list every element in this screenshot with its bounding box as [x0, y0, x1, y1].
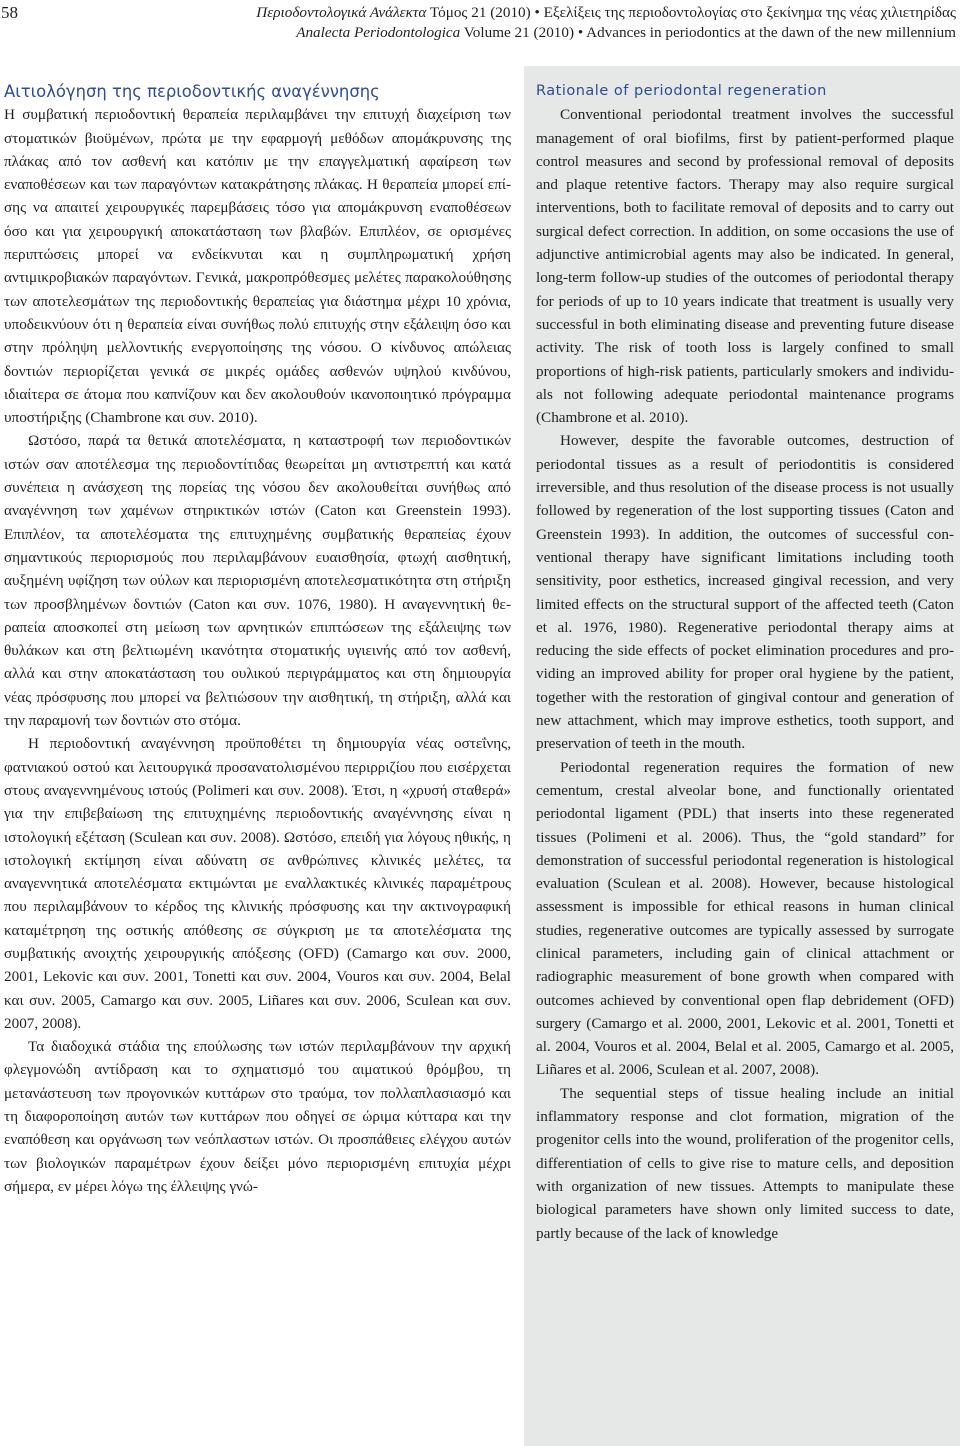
running-head-greek-journal: Περιοδοντολογικά Ανάλεκτα	[256, 4, 427, 21]
running-head-english-journal: Analecta Periodontologica	[296, 23, 461, 41]
running-head-greek	[256, 3, 956, 23]
english-section-heading: Rationale of periodontal regeneration	[536, 83, 827, 99]
english-paragraph-4: The sequential steps of tissue healing include an initial inflammatory response and clot formation, migration of the progenitor cells into the wound, proliferation of the progenitor cells, differentiation of cells to give rise to mature cells, and deposition with organization of new tissues. Attempts to manipulate these biological parameters have shown only limited success to date, partly because of the lack of knowledge	[536, 1084, 954, 1242]
greek-section-heading: Αιτιολόγηση της περιοδοντικής αναγέννησης	[4, 82, 380, 101]
page-number: 58	[1, 3, 18, 22]
english-paragraph-3: Periodontal regeneration requires the formation of new cementum, crestal alveolar bone, and functionally orientated periodontal ligament (PDL) that inserts into these regenerated tissues (Polimeni et al. 2006). Thus, the “gold standard” for demonstration of successful periodontal regeneration is histological evaluation (Sculean et al. 2008). However, because histological assessment is impossible for ethical reasons in human clinical studies, regenerative outcomes are typically assessed by surrogate clinical parameters, including gain of clinical attachment or radiographic measurement of bone growth when compared with outcomes achieved by conventional open flap debridement (OFD) surgery (Camargo et al. 2000, 2001, Lekovic et al. 2001, Tonetti et al. 2004, Vouros et al. 2004, Belal et al. 2005, Camargo et al. 2005, Liñares et al. 2006, Sculean et al. 2007, 2008).	[536, 758, 954, 1079]
greek-paragraph-3: Η περιοδοντική αναγέννηση προϋποθέτει τη δημιουργία νέας οστεΐνης, φατνιακού οστού και λειτουργικά προσανατολισμένου περιρριζίου που εισέρχεται στους αναγεννημένους ιστούς (Polimeri και συν. 2008). Έτσι, η «χρυσή σταθερά» για την επιβεβαίωση της επιτυχημένης περιοδοντικής αναγέννησης είναι η ιστολογική εξέταση (Sculean και συν. 2008). Ωστόσο, επειδή για λόγους ηθικής, η ιστολογική εκτίμηση είναι αδύνατη σε ανθρώπινες κλινικές μελέτες, τα αναγεννητικά αποτελέσματα εκτιμώνται με εναλλακτικές κλινικές παραμέτρους που περιλαμβάνουν το κέρδος της κλινικής πρόσφυσης και την ακτινογραφική καταμέτρηση της οστικής απόθεσης σε σύγκριση με τα αποτελέσματα της συμβατικής ανοιχτής χειρουργικής απόξεσης (OFD) (Camargo και συν. 2000, 2001, Lekovic και συν. 2001, Tonetti και συν. 2004, Vouros και συν. 2004, Belal και συν. 2005, Camargo και συν. 2005, Liñares και συν. 2006, Sculean και συν. 2007, 2008).	[4, 735, 511, 1032]
greek-column	[4, 80, 511, 1446]
running-head-greek-rest: Τόμος 21 (2010) • Εξελίξεις της περιοδοντολογίας στο ξεκίνημα της νέας χιλιετηρίδας	[426, 4, 956, 21]
english-column	[536, 80, 954, 1446]
greek-paragraph-2: Ωστόσο, παρά τα θετικά αποτελέσματα, η καταστροφή των περιοδοντικών ιστών σαν αποτέλεσμα της περιοδοντίτιδας θεωρείται μη αντιστρεπτή και κατά συνέπεια η ανάσχεση της πορείας της νόσου δεν ακολουθείται συνήθως από αναγέννηση των χαμένων στηρικτικών ιστών (Caton και Greenstein 1993). Επιπλέον, τα αποτελέσματα της επιτυχημένης συμβατικής θεραπείας έχουν σημαντικούς περιορισμούς που περιλαμβάνουν ευαισθησία, φτωχή αισθητική, αυξημένη υφίζηση των ούλων και περιορισμένη αποτελεσματικότητα στη στήριξη των προσβλημένων δοντιών (Caton και συν. 1076, 1980). Η αναγεννητική θεραπεία αποσκοπεί στη μείωση των αρνητικών επιπτώσεων της εξάλειψης των θυλάκων και στη βελτιωμένη ικανότητα στοματικής υγιεινής από τον ασθενή, αλλά και στην αποκατάσταση του ουλικού περιγράμματος και στη δημιουργία νέας πρόσφυσης που μπορεί να βελτιώσουν την αισθητική, τη στήριξη, αλλά και την παραμονή των δοντιών στο στόμα.	[4, 432, 511, 730]
running-head-english-rest: Volume 21 (2010) • Advances in periodontics at the dawn of the new millennium	[460, 23, 956, 41]
english-paragraph-1: Conventional periodontal treatment involves the successful management of oral biofilms, first by patient-performed plaque control measures and second by professional removal of deposits and plaque retentive factors. Therapy may also require surgical interventions, both to facilitate removal of deposits and to carry out surgical defect correction. In addition, on some occasions the use of adjunctive antimicrobial agents may also be indicated. In general, long-term follow-up studies of the outcomes of periodontal therapy for periods of up to 10 years indicate that treatment is usually very successful in both eliminating disease and preventing future disease activity. The risk of tooth loss is largely confined to small proportions of high-risk patients, particularly smokers and individuals not following adequate periodontal maintenance programs (Chambrone et al. 2010).	[536, 106, 954, 427]
page-header	[0, 0, 960, 58]
running-head-english	[256, 23, 956, 43]
greek-paragraph-4: Τα διαδοχικά στάδια της επούλωσης των ιστών περιλαμβάνουν την αρχική φλεγμονώδη αντίδραση και το σχηματισμό του αιματικού θρόμβου, τη μετανάστευση των προγονικών κυττάρων στο τραύμα, τον πολλαπλασιασμό και τη διαφοροποίηση αυτών των κυττάρων που οδηγεί σε ώριμα κύτταρα και την εναπόθεση και οργάνωση των νεόπλαστων ιστών. Οι προσπάθειες ελέγχου αυτών των βιολογικών παραμέτρων έχουν δείξει μόνο περιορισμένη επιτυχία μέχρι σήμερα, εν μέρει λόγω της έλλειψης γνώ-	[4, 1038, 511, 1195]
greek-paragraph-1: Η συμβατική περιοδοντική θεραπεία περιλαμβάνει την επιτυχή διαχείριση των στοματικών βιοϋμένων, πρώτα με την εφαρμογή μεθόδων απομάκρυνσης της πλάκας από τον ασθενή και κατόπιν με την επαγγελματική αφαίρεση των εναποθέσεων και των παραγόντων κατακράτησης πλάκας. Η θεραπεία μπορεί επίσης να απαιτεί χειρουργικές παρεμβάσεις τόσο για απομάκρυνση εναποθέσεων όσο και για χειρουργική αποκατάσταση των βλαβών. Επιπλέον, σε ορισμένες περιπτώσεις μπορεί να ενδείκνυται και η συμπληρωματική χρήση αντιμικροβιακών παραγόντων. Γενικά, μακροπρόθεσμες μελέτες παρακολούθησης των αποτελεσμάτων της περιοδοντικής θεραπείας για διάστημα μέχρι 10 χρόνια, υποδεικνύουν ότι η θεραπεία είναι συνήθως πολύ επιτυχής στην εξάλειψη όσο και στην πρόληψη μελλοντικής ενεργοποίησης της νόσου. Ο κίνδυνος απώλειας δοντιών περιορίζεται γενικά σε μικρές ομάδες ασθενών υψηλού κινδύνου, ιδιαίτερα σε άτομα που καπνίζουν και δεν ακολουθούν ικανοποιητικό πρόγραμμα υποστήριξης (Chambrone και συν. 2010).	[4, 106, 511, 427]
english-paragraph-2: However, despite the favorable outcomes, destruction of periodontal tissues as a result of periodontitis is considered irreversible, and thus resolution of the disease process is not usually followed by regeneration of the lost supporting tissues (Caton and Greenstein 1993). In addition, the outcomes of successful conventional therapy have significant limitations including tooth sensitivity, poor esthetics, increased gingival recession, and very limited effects on the structural support of the affected teeth (Caton et al. 1976, 1980). Regenerative periodontal therapy aims at reducing the side effects of pocket elimination procedures and providing an improved ability for proper oral hygiene by the patient, together with the restoration of gingival contour and generation of new attachment, which may improve esthetics, tooth support, and preservation of teeth in the mouth.	[536, 432, 954, 753]
running-head	[256, 3, 956, 42]
